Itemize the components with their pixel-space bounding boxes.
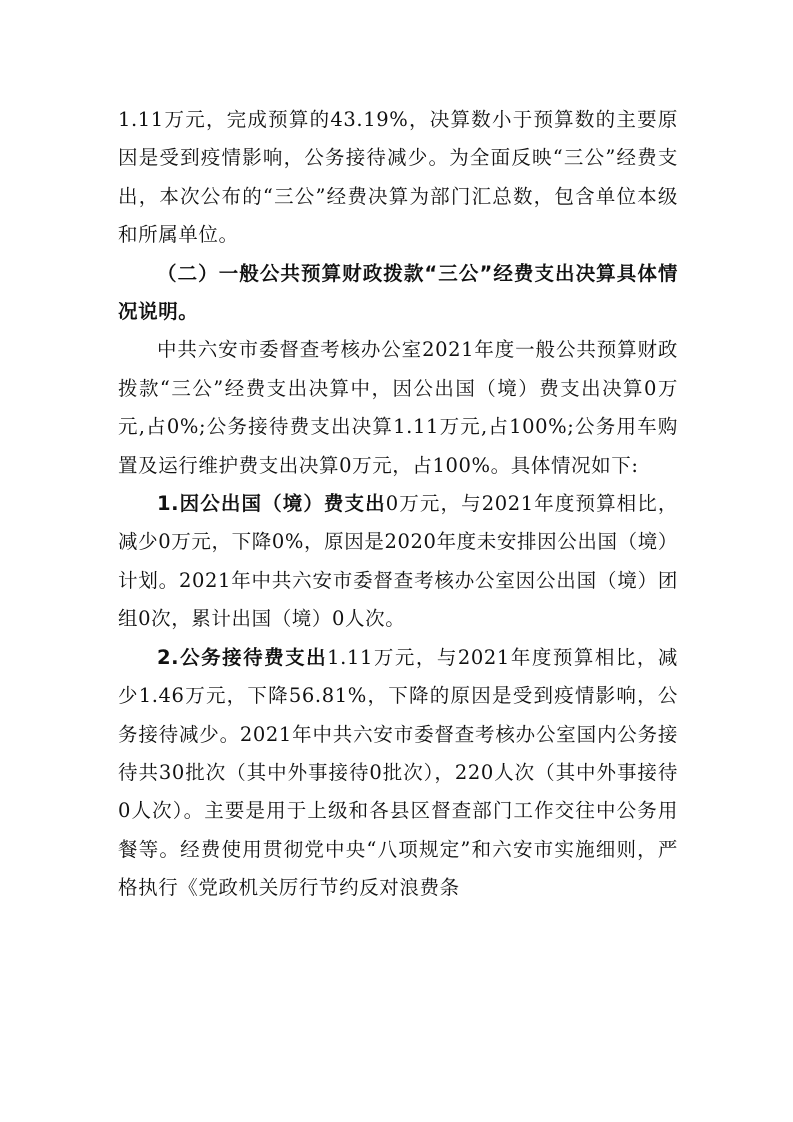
paragraph-official-reception bbox=[118, 639, 678, 908]
official-reception-label: 2.公务接待费支出 bbox=[157, 645, 328, 669]
official-reception-text: 1.11万元，与2021年度预算相比，减少1.46万元，下降56.81%，下降的原因是受到疫情影响，公务接待减少。2021年中共六安市委督查考核办公室国内公务接待共30批次（其中外事接待0批次），220人次（其中外事接待0人次）。主要是用于上级和各县区督查部门工作交往中公务用餐等。经费使用贯彻党中央“八项规定”和六安市实施细则，严格执行《党政机关厉行节约反对浪费条 bbox=[118, 645, 678, 900]
paragraph-expense-overview: 中共六安市委督查考核办公室2021年度一般公共预算财政拨款“三公”经费支出决算中，因公出国（境）费支出决算0万元,占0%;公务接待费支出决算1.11万元,占100%;公务用车购置及运行维护费支出决算0万元，占100%。具体情况如下: bbox=[118, 338, 678, 477]
paragraph-budget-summary: 1.11万元，完成预算的43.19%，决算数小于预算数的主要原因是受到疫情影响，公务接待减少。为全面反映“三公”经费支出，本次公布的“三公”经费决算为部门汇总数，包含单位本级和所属单位。 bbox=[118, 108, 678, 247]
document-body bbox=[118, 101, 678, 908]
overseas-travel-label: 1.因公出国（境）费支出 bbox=[157, 492, 386, 516]
section-heading-three-public-expenses: （二）一般公共预算财政拨款“三公”经费支出决算具体情况说明。 bbox=[118, 261, 678, 324]
paragraph-overseas-travel bbox=[118, 485, 678, 639]
overseas-travel-text: 0万元，与2021年度预算相比，减少0万元，下降0%，原因是2020年度未安排因公出国（境）计划。2021年中共六安市委督查考核办公室因公出国（境）团组0次，累计出国（境）0人次。 bbox=[118, 492, 678, 631]
